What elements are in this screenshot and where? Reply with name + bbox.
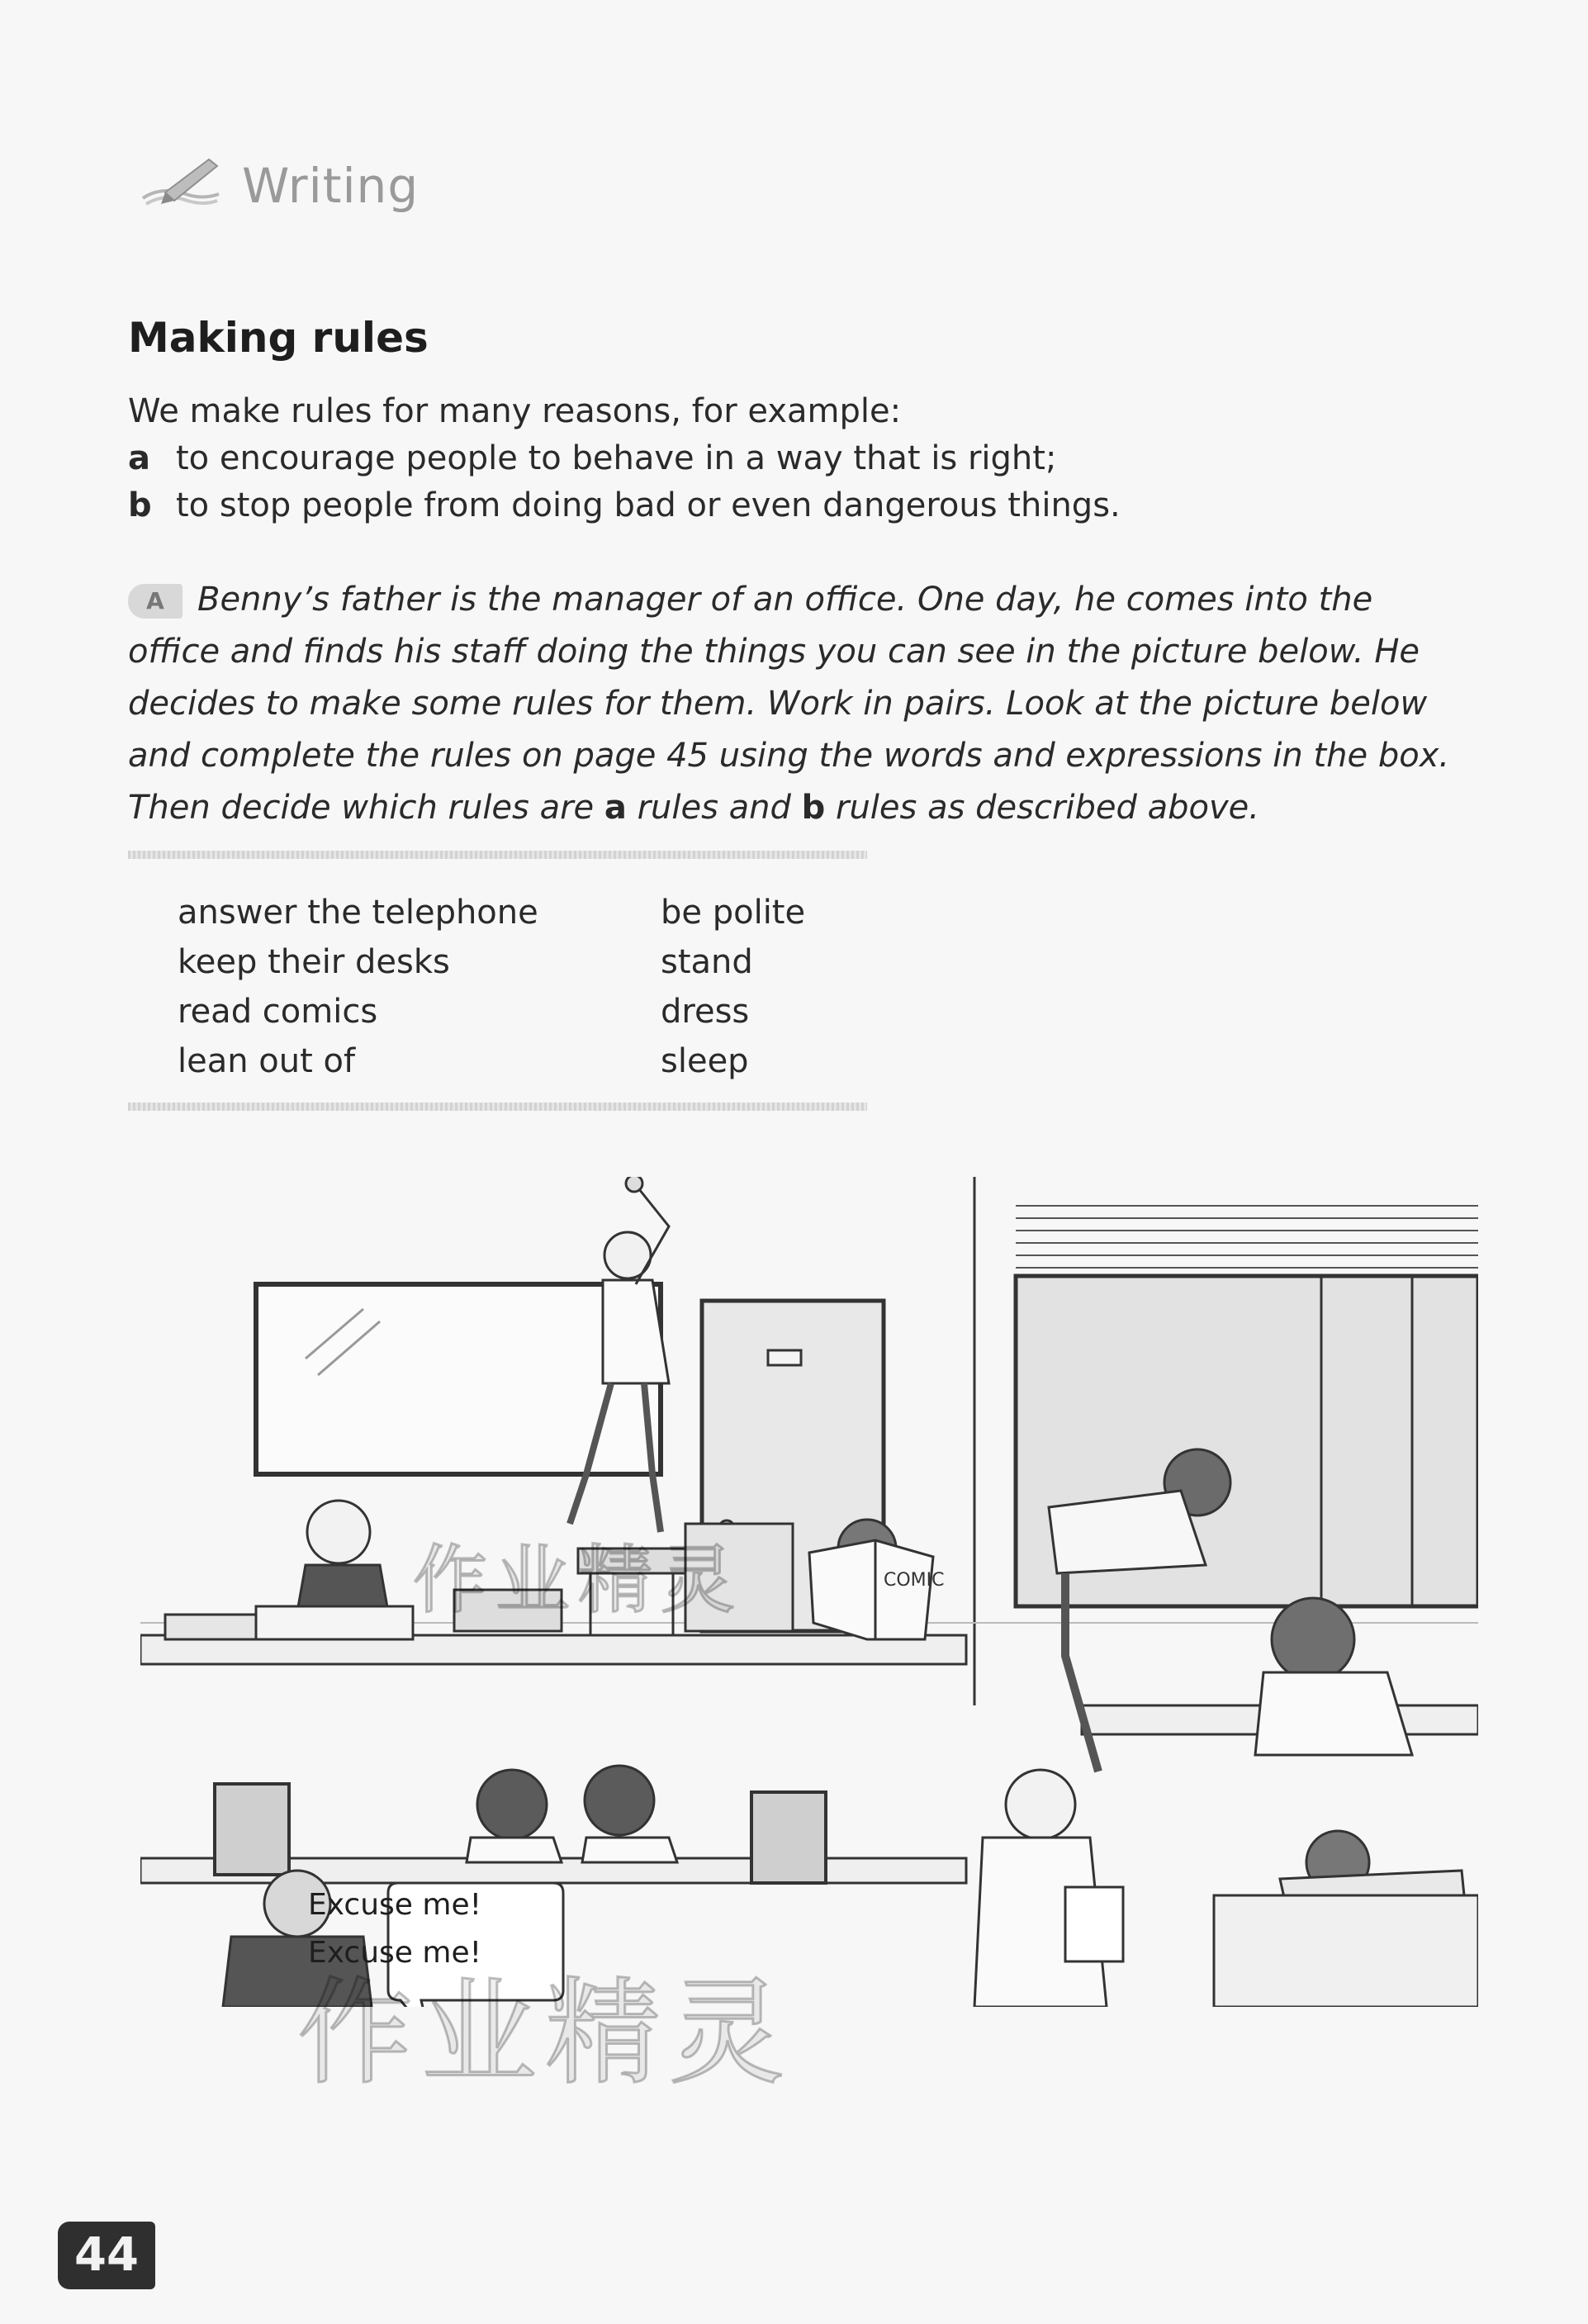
man-in-singlet (974, 1770, 1123, 2007)
keyboard (256, 1606, 413, 1639)
speech-bubble-line: Excuse me! (308, 1936, 482, 1970)
task-label-badge: A (128, 584, 183, 619)
task-text-part: rules as described above. (825, 789, 1260, 827)
intro-text (128, 388, 1121, 529)
computer-monitor (215, 1784, 289, 1875)
word-box-item: read comics (178, 993, 378, 1031)
office-illustration (140, 1177, 1478, 2007)
window-blinds (1016, 1206, 1478, 1268)
word-box-item: dress (661, 993, 750, 1031)
word-box-item: stand (661, 943, 753, 981)
word-box-item: answer the telephone (178, 894, 538, 932)
intro-item-text: to stop people from doing bad or even dangerous things. (176, 486, 1121, 524)
speech-bubble-line: Excuse me! (308, 1888, 482, 1922)
task-bold-letter: b (801, 789, 826, 827)
intro-item-text: to encourage people to behave in a way that is right; (176, 439, 1057, 477)
intro-lead: We make rules for many reasons, for example: (128, 392, 902, 430)
telephone (165, 1615, 256, 1639)
section-title: Making rules (128, 314, 429, 362)
task-text-part: Benny’s father is the manager of an office. One day, he comes into the office and finds his staff doing the things you can see in the picture below. He decides to make some rules for them. Work in pairs. Look at the picture below and complete the rules on page 45 using the words and expressions in the box. Then decide which rules are (128, 581, 1450, 827)
whiteboard (256, 1284, 661, 1474)
word-box-item: lean out of (178, 1042, 356, 1080)
door-sign (768, 1350, 801, 1365)
word-box-item: keep their desks (178, 943, 450, 981)
women-chatting (467, 1766, 677, 1862)
word-box-top-rule (128, 851, 867, 859)
word-box-item: sleep (661, 1042, 749, 1080)
side-desk (1214, 1895, 1478, 2007)
woman-at-desk (1255, 1598, 1412, 1755)
intro-item-b (128, 482, 1121, 529)
task-a-instructions (128, 574, 1458, 834)
pen-and-paper-icon (136, 153, 227, 219)
page-number: 44 (58, 2222, 155, 2289)
word-box-item: be polite (661, 894, 806, 932)
watermark: 作业精灵 (413, 1537, 743, 1624)
computer-monitor (751, 1792, 826, 1883)
section-header (136, 153, 419, 219)
intro-item-letter: b (128, 486, 152, 524)
comic-cover-label: COMIC (884, 1570, 945, 1591)
section-header-title: Writing (242, 158, 420, 214)
intro-item-letter: a (128, 439, 150, 477)
task-bold-letter: a (604, 789, 627, 827)
word-box-bottom-rule (128, 1103, 867, 1111)
intro-item-a (128, 435, 1121, 482)
watermark: 作业精灵 (297, 1966, 794, 2101)
word-box (178, 892, 908, 1082)
task-text-part: rules and (626, 789, 802, 827)
